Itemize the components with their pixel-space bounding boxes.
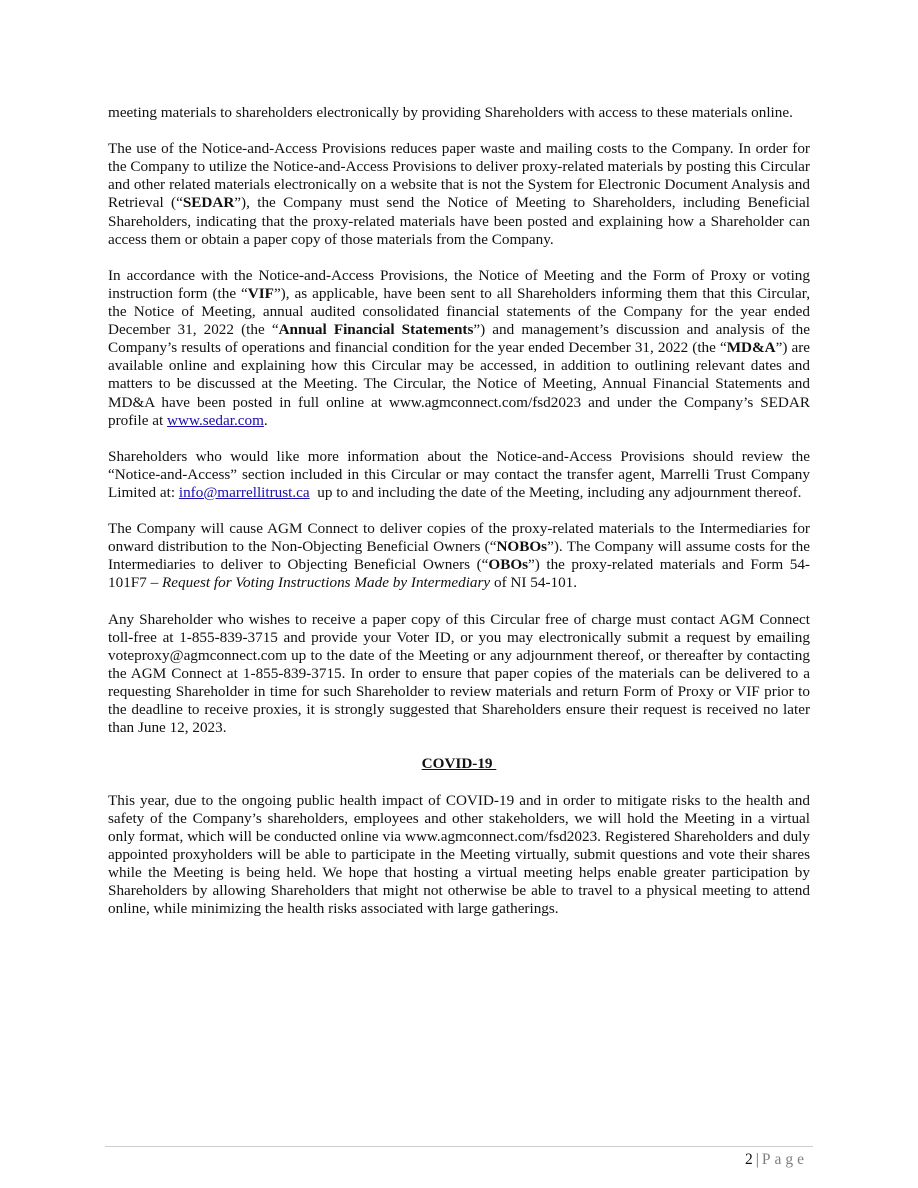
paragraph-nobo-obo-delivery: [108, 520, 810, 592]
section-heading-covid: COVID-19: [421, 755, 497, 773]
defined-term-vif: VIF: [247, 284, 274, 302]
text-span: ”). The Company will assume costs for the Intermediaries to deliver to Objecting Beneficial Owners (“: [108, 538, 811, 574]
page-number: 2: [745, 1151, 753, 1168]
text-span: of NI 54-101.: [490, 574, 578, 592]
page-label: Page: [761, 1151, 808, 1168]
defined-term-annual-financial-statements: Annual Financial Statements: [278, 321, 474, 339]
sedar-link[interactable]: www.sedar.com: [167, 411, 264, 429]
footer-separator: |: [755, 1151, 759, 1168]
text-span: ”) and management’s discussion and analysis of the Company’s results of operations and financial condition for the year ended December 31, 2022 (the “: [108, 321, 810, 357]
paragraph-notice-access-intro: meeting materials to shareholders electronically by providing Shareholders with access to these materials online.: [108, 104, 793, 121]
paragraph-notice-access-use: [108, 140, 810, 249]
paragraph-more-information: [108, 448, 810, 502]
marrelli-email-link[interactable]: info@marrellitrust.ca: [178, 483, 310, 501]
text-span: The use of the Notice-and-Access Provisions reduces paper waste and mailing costs to the Company. In order for the Company to utilize the Notice-and-Access Provisions to deliver proxy-related materials by posting this Circular and other related materials electronically on a website that is not the System for Electronic Document Analysis and Retrieval (“: [108, 140, 810, 212]
paragraph-paper-copy-request: Any Shareholder who wishes to receive a paper copy of this Circular free of charge must contact AGM Connect toll-free at 1-855-839-3715 and provide your Voter ID, or you may electronically submit a request by emailing voteproxy@agmconnect.com up to the date of the Meeting or any adjournment thereof, or thereafter by contacting the AGM Connect at 1-855-839-3715. In order to ensure that paper copies of the materials can be delivered to a requesting Shareholder in time for such Shareholder to review materials and return Form of Proxy or VIF prior to the deadline to receive proxies, it is strongly suggested that Shareholders ensure their request is received no later than June 12, 2023.: [108, 610, 810, 737]
text-span: In accordance with the Notice-and-Access Provisions, the Notice of Meeting and the Form of Proxy or voting instruction form (the “: [108, 266, 810, 302]
paragraph-notice-of-meeting: [108, 267, 810, 430]
text-span: ”), the Company must send the Notice of Meeting to Shareholders, including Beneficial Shareholders, indicating that the proxy-related materials have been posted and explaining how a Shareholder can access them or obtain a paper copy of those materials from the Company.: [108, 194, 810, 248]
footer-divider: [105, 1146, 813, 1147]
defined-term-obos: OBOs: [488, 556, 529, 574]
text-span: ”) the proxy-related materials and Form 54-101F7 –: [108, 556, 810, 592]
paragraph-covid-virtual-meeting: This year, due to the ongoing public health impact of COVID-19 and in order to mitigate risks to the health and safety of the Company’s shareholders, employees and other stakeholders, we will hold the Meeting in a virtual only format, which will be conducted online via www.agmconnect.com/fsd2023. Registered Shareholders and duly appointed proxyholders will be able to participate in the Meeting virtually, submit questions and vote their shares while the Meeting is being held. We hope that hosting a virtual meeting helps enable greater participation by Shareholders by allowing Shareholders that might not otherwise be able to travel to a physical meeting to attend online, while minimizing the health risks associated with large gatherings.: [108, 791, 810, 918]
defined-term-nobos: NOBOs: [496, 538, 548, 556]
document-page: [108, 104, 810, 936]
page-footer: [745, 1151, 808, 1169]
text-span: ”), as applicable, have been sent to all Shareholders informing them that this Circular, the Notice of Meeting, annual audited consolidated financial statements of the Company for the year ended December 31, 2022 (the “: [108, 284, 810, 339]
text-span: .: [263, 411, 268, 429]
text-span: ”) are available online and explaining how this Circular may be accessed, in addition to outlining relevant dates and matters to be discussed at the Meeting. The Circular, the Notice of Meeting, Annual Financial Statements and MD&A have been posted in full online at www.agmconnect.com/fsd2023 and under the Company’s SEDAR profile at: [108, 339, 810, 429]
defined-term-mda: MD&A: [726, 339, 776, 357]
text-span: up to and including the date of the Meeting, including any adjournment thereof.: [309, 483, 802, 501]
text-span: The Company will cause AGM Connect to deliver copies of the proxy-related materials to the Intermediaries for onward distribution to the Non-Objecting Beneficial Owners (“: [108, 520, 810, 556]
text-span: Shareholders who would like more information about the Notice-and-Access Provisions should review the “Notice-and-Access” section included in this Circular or may contact the transfer agent, Marrelli Trust Company Limited at:: [108, 447, 810, 501]
form-title-italic: Request for Voting Instructions Made by Intermediary: [162, 574, 491, 592]
defined-term-sedar: SEDAR: [182, 194, 235, 212]
